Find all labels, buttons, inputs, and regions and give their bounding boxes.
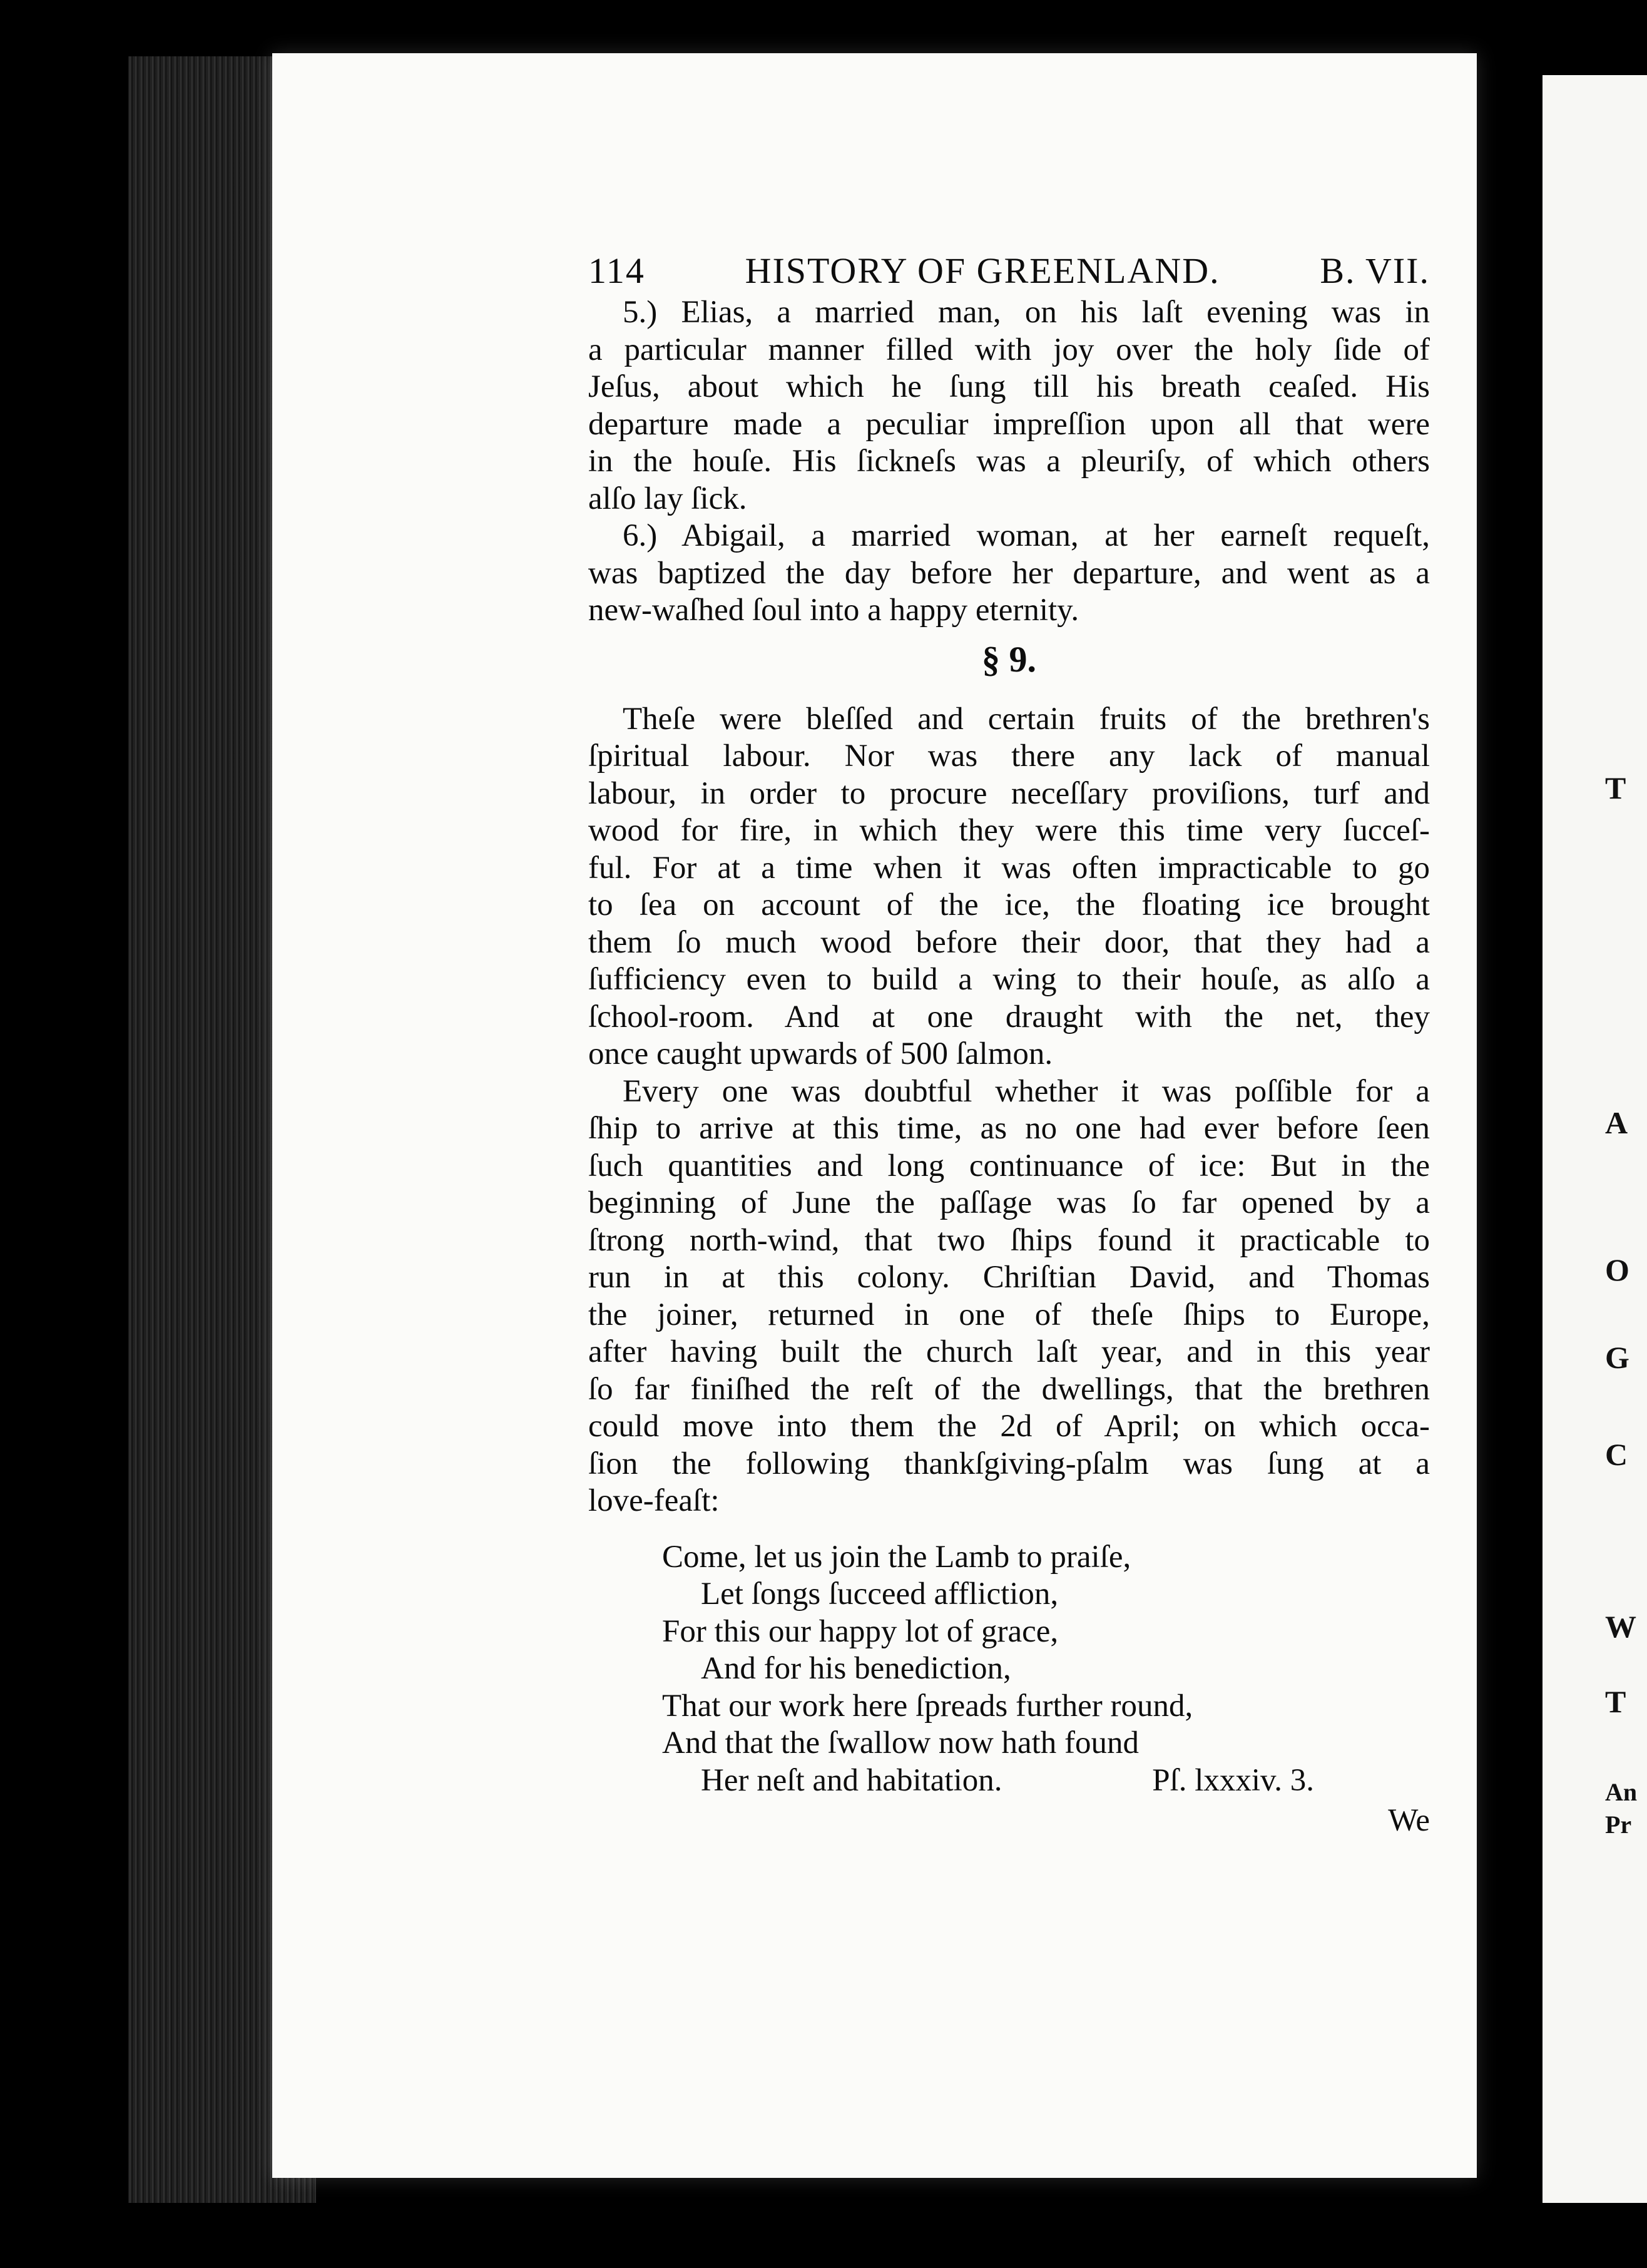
- text-line: in the houſe. His ſickneſs was a pleuriſy, of which others: [588, 444, 1430, 479]
- paragraph-item-6: [588, 518, 1430, 630]
- hymn-line: For this our happy lot of grace,: [662, 1613, 1059, 1649]
- hymn-line: And that the ſwallow now hath found: [662, 1725, 1140, 1760]
- text-line: Jeſus, about which he ſung till his breath ceaſed. His: [588, 369, 1430, 404]
- page-number: 114: [588, 250, 645, 291]
- psalm-reference: Pſ. lxxxiv. 3.: [1152, 1762, 1314, 1798]
- hymn-line: That our work here ſpreads further round,: [662, 1688, 1193, 1724]
- hymn-line: And for his benediction,: [701, 1651, 1011, 1686]
- text-line: after having built the church laſt year, and in this year: [588, 1334, 1430, 1369]
- facing-page-letter: G: [1605, 1340, 1629, 1375]
- hymn-line: Let ſongs ſucceed affliction,: [701, 1576, 1059, 1612]
- text-line: 6.) Abigail, a married woman, at her earneſt requeſt,: [623, 518, 1430, 553]
- facing-page-letter: C: [1605, 1437, 1628, 1472]
- facing-page-fragment: [1542, 75, 1647, 2203]
- page-text: [588, 249, 1430, 1838]
- running-header: [588, 249, 1430, 293]
- text-line: ſion the following thankſgiving-pſalm was ſung at a: [588, 1446, 1430, 1481]
- text-line: ſufficiency even to build a wing to their houſe, as alſo a: [588, 962, 1430, 997]
- text-line: was baptized the day before her departure, and went as a: [588, 555, 1430, 591]
- text-line: Theſe were bleſſed and certain fruits of the brethren's: [623, 701, 1430, 737]
- text-line: could move into them the 2d of April; on which occa-: [588, 1409, 1430, 1444]
- text-line: labour, in order to procure neceſſary proviſions, turf and: [588, 775, 1430, 811]
- facing-page-letter: W: [1605, 1609, 1636, 1644]
- facing-page-letter: T: [1605, 1684, 1626, 1719]
- text-line: new-waſhed ſoul into a happy eternity.: [588, 593, 1079, 628]
- paragraph-ships-arrival: [588, 1073, 1430, 1520]
- text-line: a particular manner filled with joy over the holy ſide of: [588, 332, 1430, 367]
- text-line: run in at this colony. Chriſtian David, and Thomas: [588, 1260, 1430, 1295]
- paragraph-fruits-of-labour: [588, 701, 1430, 1073]
- text-line: once caught upwards of 500 ſalmon.: [588, 1036, 1053, 1071]
- text-line: departure made a peculiar impreſſion upon all that were: [588, 406, 1430, 442]
- hymn-last-line: [588, 1762, 1430, 1800]
- hymn: [588, 1539, 1430, 1800]
- text-line: ſo far finiſhed the reſt of the dwellings, that the brethren: [588, 1371, 1430, 1407]
- text-line: 5.) Elias, a married man, on his laſt evening was in: [623, 295, 1430, 330]
- facing-page-letter: T: [1605, 770, 1626, 805]
- text-line: ful. For at a time when it was often impracticable to go: [588, 850, 1430, 886]
- text-line: wood for fire, in which they were this time very ſucceſ-: [588, 813, 1430, 848]
- section-heading: § 9.: [982, 638, 1036, 680]
- catchword: We: [1388, 1803, 1430, 1838]
- text-line: ſhip to arrive at this time, as no one had ever before ſeen: [588, 1111, 1430, 1146]
- text-line: beginning of June the paſſage was ſo far opened by a: [588, 1185, 1430, 1220]
- text-line: the joiner, returned in one of theſe ſhips to Europe,: [588, 1297, 1430, 1332]
- text-line: alſo lay ſick.: [588, 481, 747, 516]
- text-line: Every one was doubtful whether it was poſſible for a: [623, 1073, 1430, 1109]
- text-line: ſpiritual labour. Nor was there any lack of manual: [588, 738, 1430, 774]
- hymn-line: Come, let us join the Lamb to praiſe,: [662, 1539, 1131, 1575]
- facing-page-letter: An: [1605, 1778, 1638, 1806]
- facing-page-letter: O: [1605, 1252, 1629, 1287]
- hymn-line: Her neſt and habitation.: [701, 1762, 1002, 1798]
- text-line: ſchool-room. And at one draught with the net, they: [588, 999, 1430, 1034]
- text-line: ſtrong north-wind, that two ſhips found it practicable to: [588, 1222, 1430, 1258]
- text-line: ſuch quantities and long continuance of ice: But in the: [588, 1148, 1430, 1183]
- facing-page-letter: Pr: [1605, 1811, 1632, 1839]
- text-line: them ſo much wood before their door, that they had a: [588, 924, 1430, 960]
- book-number: B. VII.: [1320, 250, 1430, 291]
- paragraph-item-5: [588, 294, 1430, 518]
- text-line: love-feaſt:: [588, 1483, 720, 1518]
- facing-page-letter: A: [1605, 1105, 1628, 1140]
- text-line: to ſea on account of the ice, the floating ice brought: [588, 887, 1430, 922]
- running-title: HISTORY OF GREENLAND.: [745, 250, 1220, 291]
